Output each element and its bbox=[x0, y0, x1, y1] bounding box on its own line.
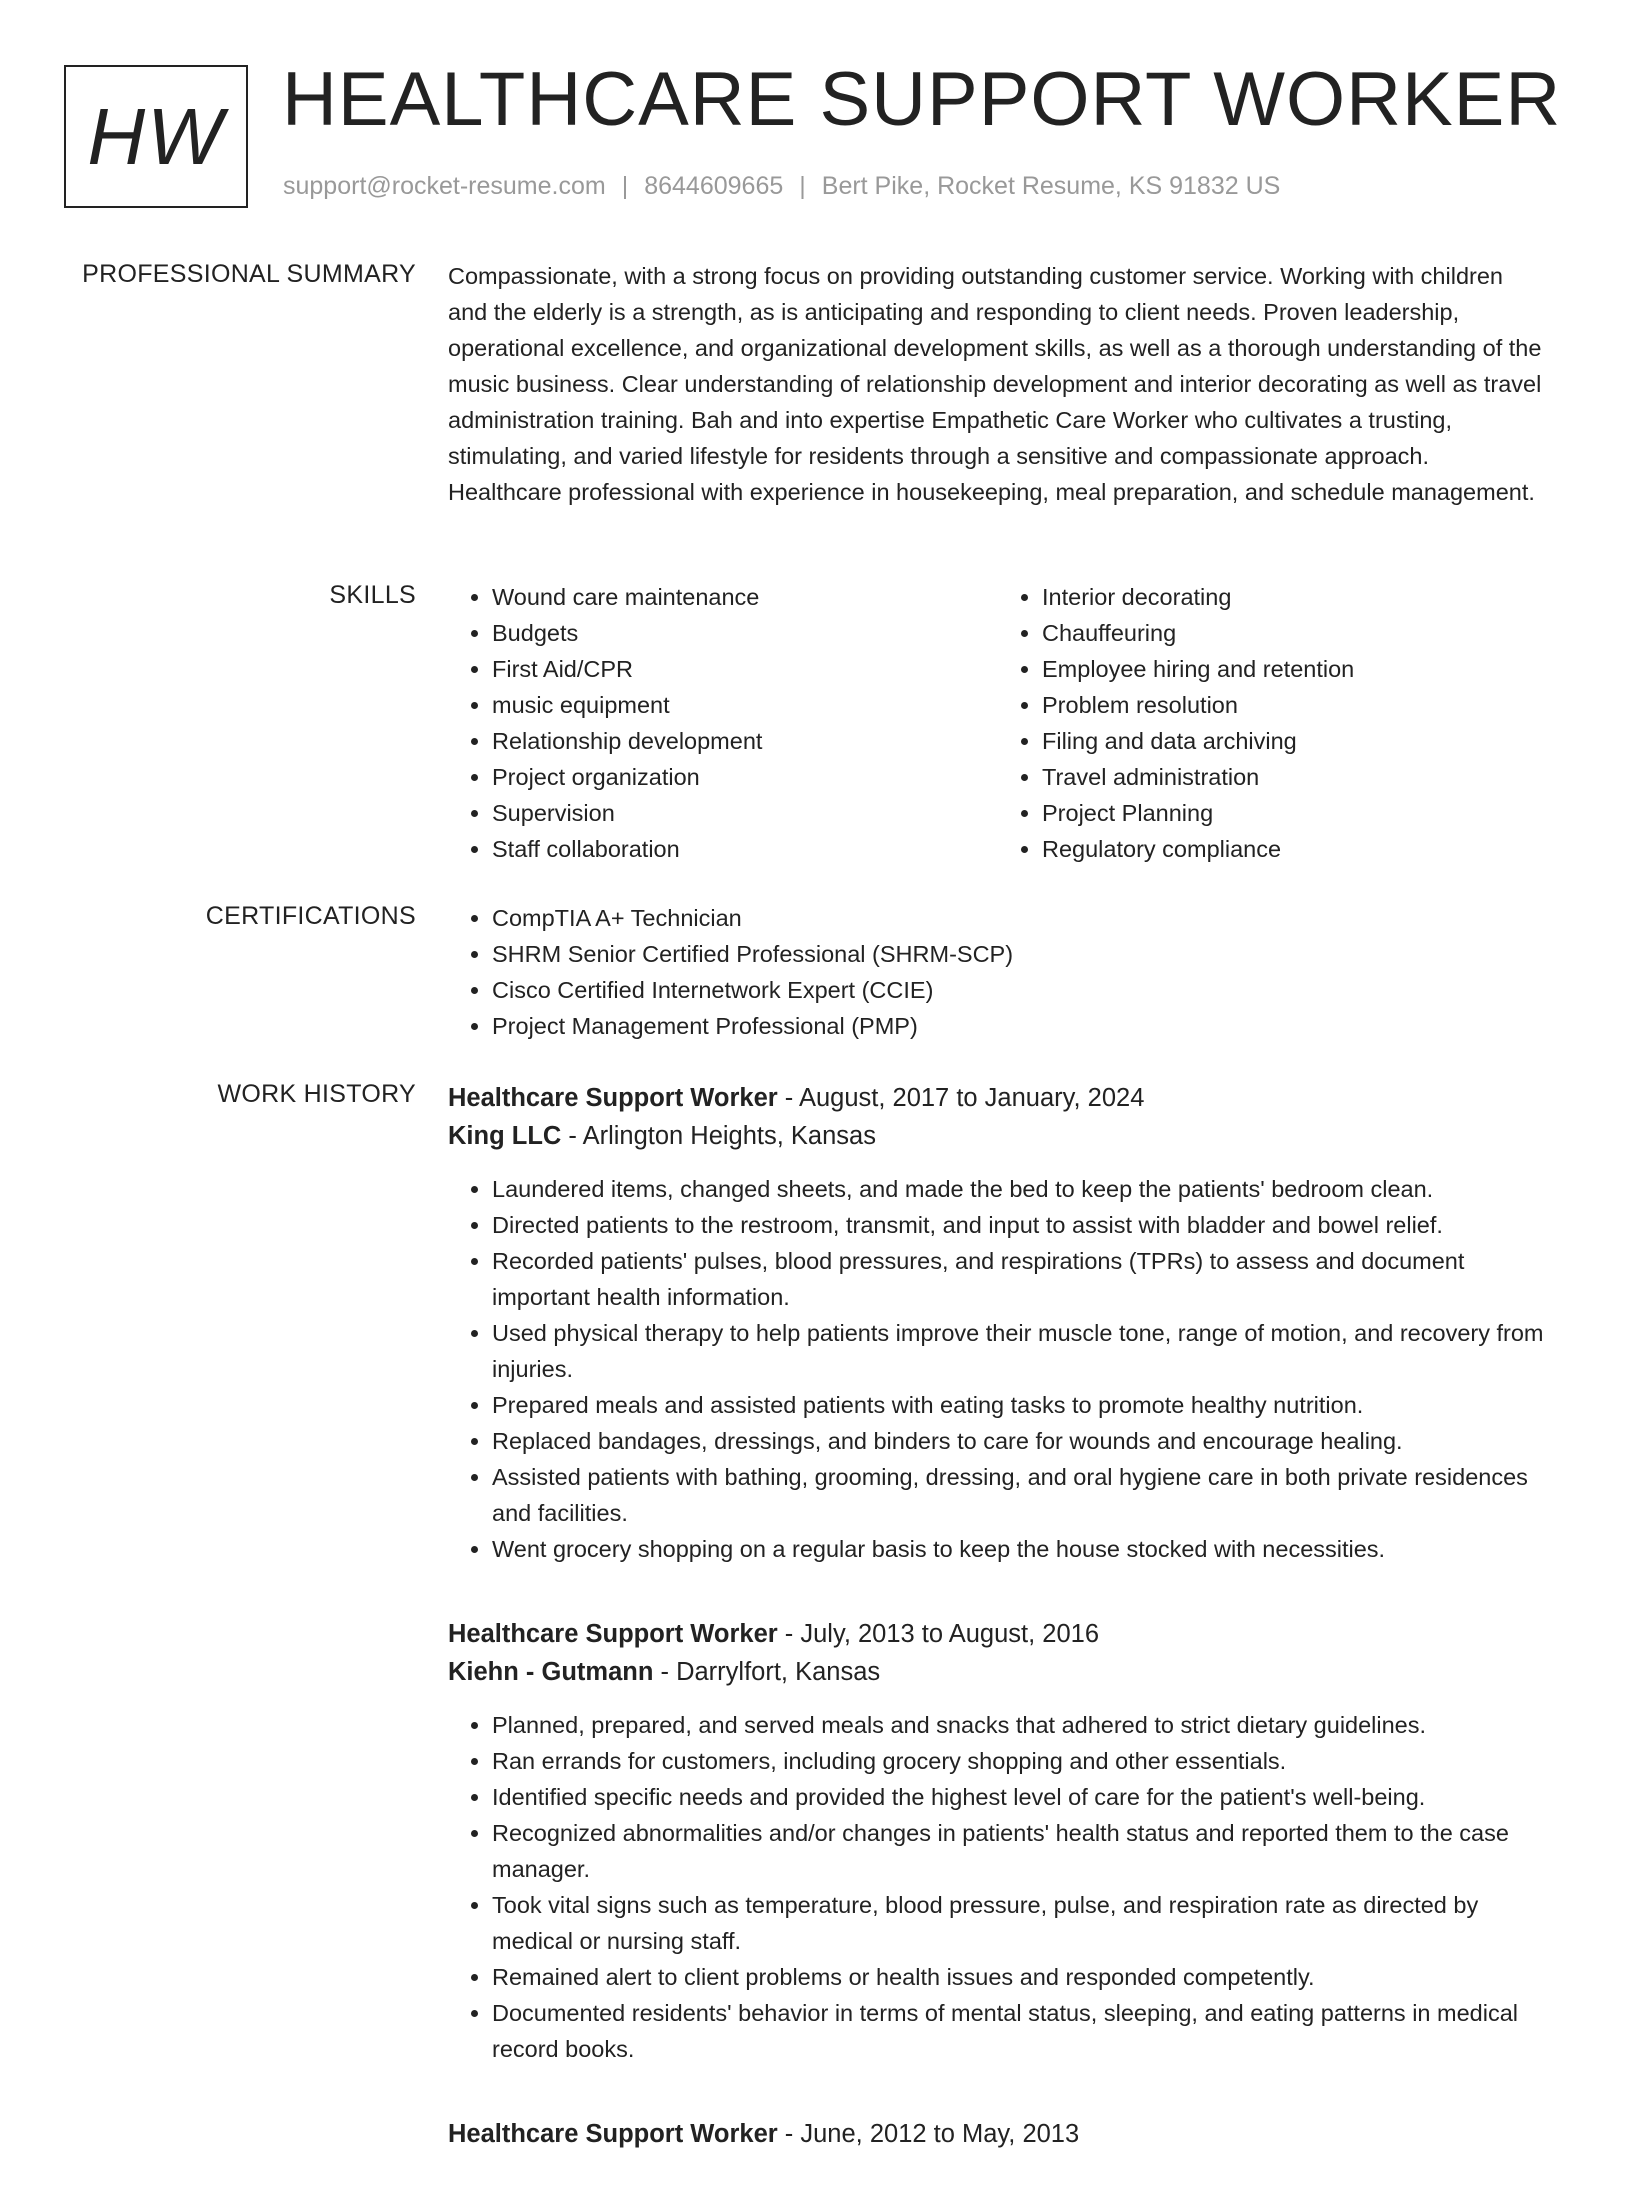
skill-item: • Filing and data archiving bbox=[1042, 723, 1548, 759]
job-title-line bbox=[448, 1615, 1548, 1653]
work-history-label: WORK HISTORY bbox=[217, 1080, 416, 1108]
job-duty-item: • Identified specific needs and provided the highest level of care for the patient's well-being. bbox=[492, 1779, 1548, 1815]
resume-title: HEALTHCARE SUPPORT WORKER bbox=[282, 57, 1562, 142]
job-entry bbox=[448, 1615, 1548, 2067]
job-duty-item: • Went grocery shopping on a regular basis to keep the house stocked with necessities. bbox=[492, 1531, 1548, 1567]
certification-item: • CompTIA A+ Technician bbox=[492, 900, 1548, 936]
work-history-body bbox=[448, 1079, 1548, 2201]
job-duty-item: • Planned, prepared, and served meals and snacks that adhered to strict dietary guidelines. bbox=[492, 1707, 1548, 1743]
job-duty-item: • Ran errands for customers, including grocery shopping and other essentials. bbox=[492, 1743, 1548, 1779]
summary-label: PROFESSIONAL SUMMARY bbox=[82, 260, 416, 288]
skill-item: • Chauffeuring bbox=[1042, 615, 1548, 651]
job-company: Kiehn - Gutmann bbox=[448, 1658, 654, 1686]
monogram-box bbox=[64, 65, 248, 208]
job-dates: - August, 2017 to January, 2024 bbox=[777, 1084, 1145, 1112]
skill-item: • First Aid/CPR bbox=[492, 651, 998, 687]
contact-line bbox=[283, 172, 1280, 201]
job-duty-item: • Laundered items, changed sheets, and made the bed to keep the patients' bedroom clean. bbox=[492, 1171, 1548, 1207]
certifications-body bbox=[448, 900, 1548, 1044]
contact-separator: | bbox=[621, 172, 629, 200]
job-entry bbox=[448, 2115, 1548, 2153]
job-duty-item: • Replaced bandages, dressings, and binders to care for wounds and encourage healing. bbox=[492, 1423, 1548, 1459]
job-duties-list bbox=[448, 1707, 1548, 2067]
job-duty-item: • Prepared meals and assisted patients with eating tasks to promote healthy nutrition. bbox=[492, 1387, 1548, 1423]
job-title: Healthcare Support Worker bbox=[448, 1084, 778, 1112]
skills-list-right bbox=[998, 579, 1548, 867]
skill-item: • Regulatory compliance bbox=[1042, 831, 1548, 867]
skill-item: • Relationship development bbox=[492, 723, 998, 759]
job-duty-item: • Used physical therapy to help patients improve their muscle tone, range of motion, and recovery from injuries. bbox=[492, 1315, 1548, 1387]
job-company-line bbox=[448, 1653, 1548, 1691]
job-title-line bbox=[448, 2115, 1548, 2153]
skill-item: • music equipment bbox=[492, 687, 998, 723]
job-duty-item: • Remained alert to client problems or health issues and responded competently. bbox=[492, 1959, 1548, 1995]
certification-item: • SHRM Senior Certified Professional (SHRM-SCP) bbox=[492, 936, 1548, 972]
contact-email: support@rocket-resume.com bbox=[283, 172, 606, 200]
skill-item: • Supervision bbox=[492, 795, 998, 831]
contact-separator: | bbox=[799, 172, 806, 200]
skill-item: • Employee hiring and retention bbox=[1042, 651, 1548, 687]
skill-item: • Wound care maintenance bbox=[492, 579, 998, 615]
job-location: - Darrylfort, Kansas bbox=[653, 1658, 881, 1686]
certifications-label: CERTIFICATIONS bbox=[205, 902, 416, 930]
job-duty-item: • Directed patients to the restroom, transmit, and input to assist with bladder and bowel relief. bbox=[492, 1207, 1548, 1243]
contact-address: Bert Pike, Rocket Resume, KS 91832 US bbox=[821, 172, 1281, 200]
skills-list-left bbox=[448, 579, 998, 867]
certifications-list bbox=[448, 900, 1548, 1044]
skills-body bbox=[448, 579, 1548, 867]
job-duties-list bbox=[448, 1171, 1548, 1567]
monogram-initials: HW bbox=[87, 91, 225, 181]
skill-item: • Interior decorating bbox=[1042, 579, 1548, 615]
job-dates: - June, 2012 to May, 2013 bbox=[777, 2120, 1080, 2148]
job-entry bbox=[448, 1079, 1548, 1567]
contact-phone: 8644609665 bbox=[644, 172, 784, 200]
job-location: - Arlington Heights, Kansas bbox=[561, 1122, 876, 1150]
skills-label: SKILLS bbox=[329, 581, 416, 609]
job-duty-item: • Recognized abnormalities and/or changes in patients' health status and reported them to the case manager. bbox=[492, 1815, 1548, 1887]
skill-item: • Staff collaboration bbox=[492, 831, 998, 867]
skill-item: • Problem resolution bbox=[1042, 687, 1548, 723]
skill-item: • Project Planning bbox=[1042, 795, 1548, 831]
job-company-line bbox=[448, 1117, 1548, 1155]
job-duty-item: • Assisted patients with bathing, grooming, dressing, and oral hygiene care in both private residences and facilities. bbox=[492, 1459, 1548, 1531]
skill-item: • Budgets bbox=[492, 615, 998, 651]
job-title: Healthcare Support Worker bbox=[448, 1620, 778, 1648]
job-title-line bbox=[448, 1079, 1548, 1117]
skill-item: • Travel administration bbox=[1042, 759, 1548, 795]
job-duty-item: • Documented residents' behavior in terms of mental status, sleeping, and eating patterns in medical record books. bbox=[492, 1995, 1548, 2067]
job-title: Healthcare Support Worker bbox=[448, 2120, 778, 2148]
skill-item: • Project organization bbox=[492, 759, 998, 795]
job-duty-item: • Took vital signs such as temperature, blood pressure, pulse, and respiration rate as directed by medical or nursing staff. bbox=[492, 1887, 1548, 1959]
certification-item: • Project Management Professional (PMP) bbox=[492, 1008, 1548, 1044]
summary-text: Compassionate, with a strong focus on providing outstanding customer service. Working with children and the elderly is a strength, as is anticipating and responding to client needs. Proven leadership, operational excellence, and organizational development skills, as well as a thorough understanding of the music business. Clear understanding of relationship development and interior decorating as well as travel administration training. Bah and into expertise Empathetic Care Worker who cultivates a trusting, stimulating, and varied lifestyle for residents through a sensitive and compassionate approach. Healthcare professional with experience in housekeeping, meal preparation, and schedule management. bbox=[448, 263, 1542, 505]
job-company: King LLC bbox=[448, 1122, 562, 1150]
certification-item: • Cisco Certified Internetwork Expert (CCIE) bbox=[492, 972, 1548, 1008]
job-duty-item: • Recorded patients' pulses, blood pressures, and respirations (TPRs) to assess and document important health information. bbox=[492, 1243, 1548, 1315]
job-dates: - July, 2013 to August, 2016 bbox=[777, 1620, 1100, 1648]
